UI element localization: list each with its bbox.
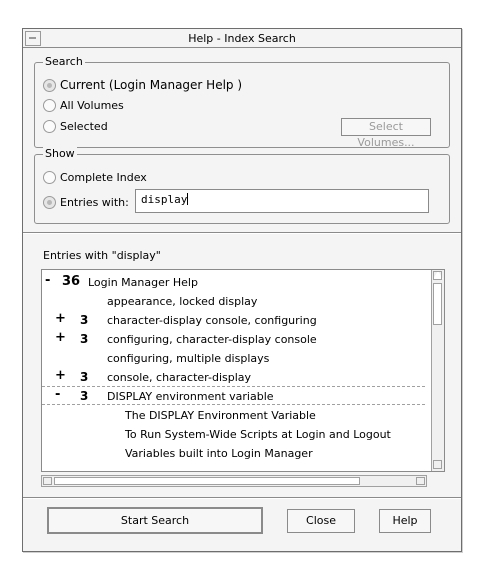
bottom-separator <box>23 497 461 499</box>
expand-icon[interactable]: + <box>55 368 66 383</box>
title-bar[interactable] <box>23 29 461 48</box>
entry-count: 3 <box>80 370 89 384</box>
help-label: Help <box>392 514 418 527</box>
radio-entries-with-label: Entries with: <box>60 195 129 209</box>
radio-all-volumes[interactable] <box>43 97 124 113</box>
list-item[interactable] <box>42 443 425 462</box>
radio-selected-indicator[interactable] <box>43 120 56 133</box>
radio-complete-index-label: Complete Index <box>60 170 147 184</box>
collapse-icon[interactable]: - <box>55 387 61 402</box>
radio-current-label: Current (Login Manager Help ) <box>60 78 243 92</box>
list-item[interactable] <box>42 424 425 443</box>
radio-current-indicator[interactable] <box>43 79 56 92</box>
scroll-down-arrow-icon[interactable] <box>433 460 442 469</box>
text-cursor <box>187 193 188 205</box>
entry-label: Variables built into Login Manager <box>125 447 313 460</box>
vertical-scrollbar[interactable] <box>431 270 444 471</box>
radio-selected[interactable] <box>43 118 108 134</box>
radio-selected-label: Selected <box>60 119 108 133</box>
expand-icon[interactable]: + <box>55 311 66 326</box>
start-search-button[interactable] <box>47 507 263 534</box>
horizontal-scroll-thumb[interactable] <box>54 477 360 485</box>
results-heading: Entries with "display" <box>43 249 161 262</box>
list-item[interactable] <box>42 291 425 310</box>
entry-label: character-display console, configuring <box>107 314 317 327</box>
list-item[interactable] <box>42 310 425 329</box>
list-item[interactable] <box>42 272 425 291</box>
entry-label: configuring, multiple displays <box>107 352 270 365</box>
search-legend: Search <box>45 55 83 68</box>
entry-count: 3 <box>80 389 89 403</box>
entry-label: To Run System-Wide Scripts at Login and Logout <box>125 428 391 441</box>
close-label: Close <box>306 514 336 527</box>
scroll-up-button[interactable] <box>433 271 442 280</box>
radio-complete-index[interactable] <box>43 169 147 185</box>
entry-label: Login Manager Help <box>88 276 198 289</box>
top-separator <box>23 232 461 234</box>
entries-search-value: display <box>141 193 188 206</box>
scroll-thumb[interactable] <box>433 283 442 325</box>
horizontal-scrollbar[interactable] <box>41 475 427 487</box>
show-group <box>34 147 450 224</box>
expand-icon[interactable]: + <box>55 330 66 345</box>
entry-label: console, character-display <box>107 371 252 384</box>
entries-search-input[interactable] <box>135 189 429 213</box>
entry-count: 3 <box>80 332 89 346</box>
entry-label: DISPLAY environment variable <box>107 390 274 403</box>
radio-all-volumes-label: All Volumes <box>60 98 124 112</box>
search-group <box>34 55 450 149</box>
help-button[interactable] <box>379 509 431 533</box>
entry-count: 3 <box>80 313 89 327</box>
start-search-label: Start Search <box>120 514 190 527</box>
show-legend: Show <box>45 147 75 160</box>
collapse-icon[interactable]: - <box>45 273 51 288</box>
radio-current[interactable] <box>43 77 242 93</box>
results-list[interactable] <box>41 269 445 472</box>
list-item[interactable] <box>42 405 425 424</box>
radio-complete-index-indicator[interactable] <box>43 171 56 184</box>
radio-all-volumes-indicator[interactable] <box>43 99 56 112</box>
window-title: Help - Index Search <box>188 32 296 45</box>
entry-label: The DISPLAY Environment Variable <box>125 409 316 422</box>
entry-count: 36 <box>62 274 81 289</box>
list-item[interactable] <box>42 367 425 386</box>
scroll-left-arrow-icon[interactable] <box>43 477 52 485</box>
radio-entries-with-indicator[interactable] <box>43 196 56 209</box>
index-search-window <box>22 28 462 552</box>
scroll-right-arrow-icon[interactable] <box>416 477 425 485</box>
close-button[interactable] <box>287 509 355 533</box>
entry-label: appearance, locked display <box>107 295 258 308</box>
select-volumes-button[interactable]: Select Volumes... <box>341 118 431 136</box>
entry-label: configuring, character-display console <box>107 333 317 346</box>
list-item[interactable] <box>42 348 425 367</box>
list-item-selected[interactable] <box>42 386 425 405</box>
radio-entries-with[interactable] <box>43 194 129 210</box>
list-item[interactable] <box>42 329 425 348</box>
